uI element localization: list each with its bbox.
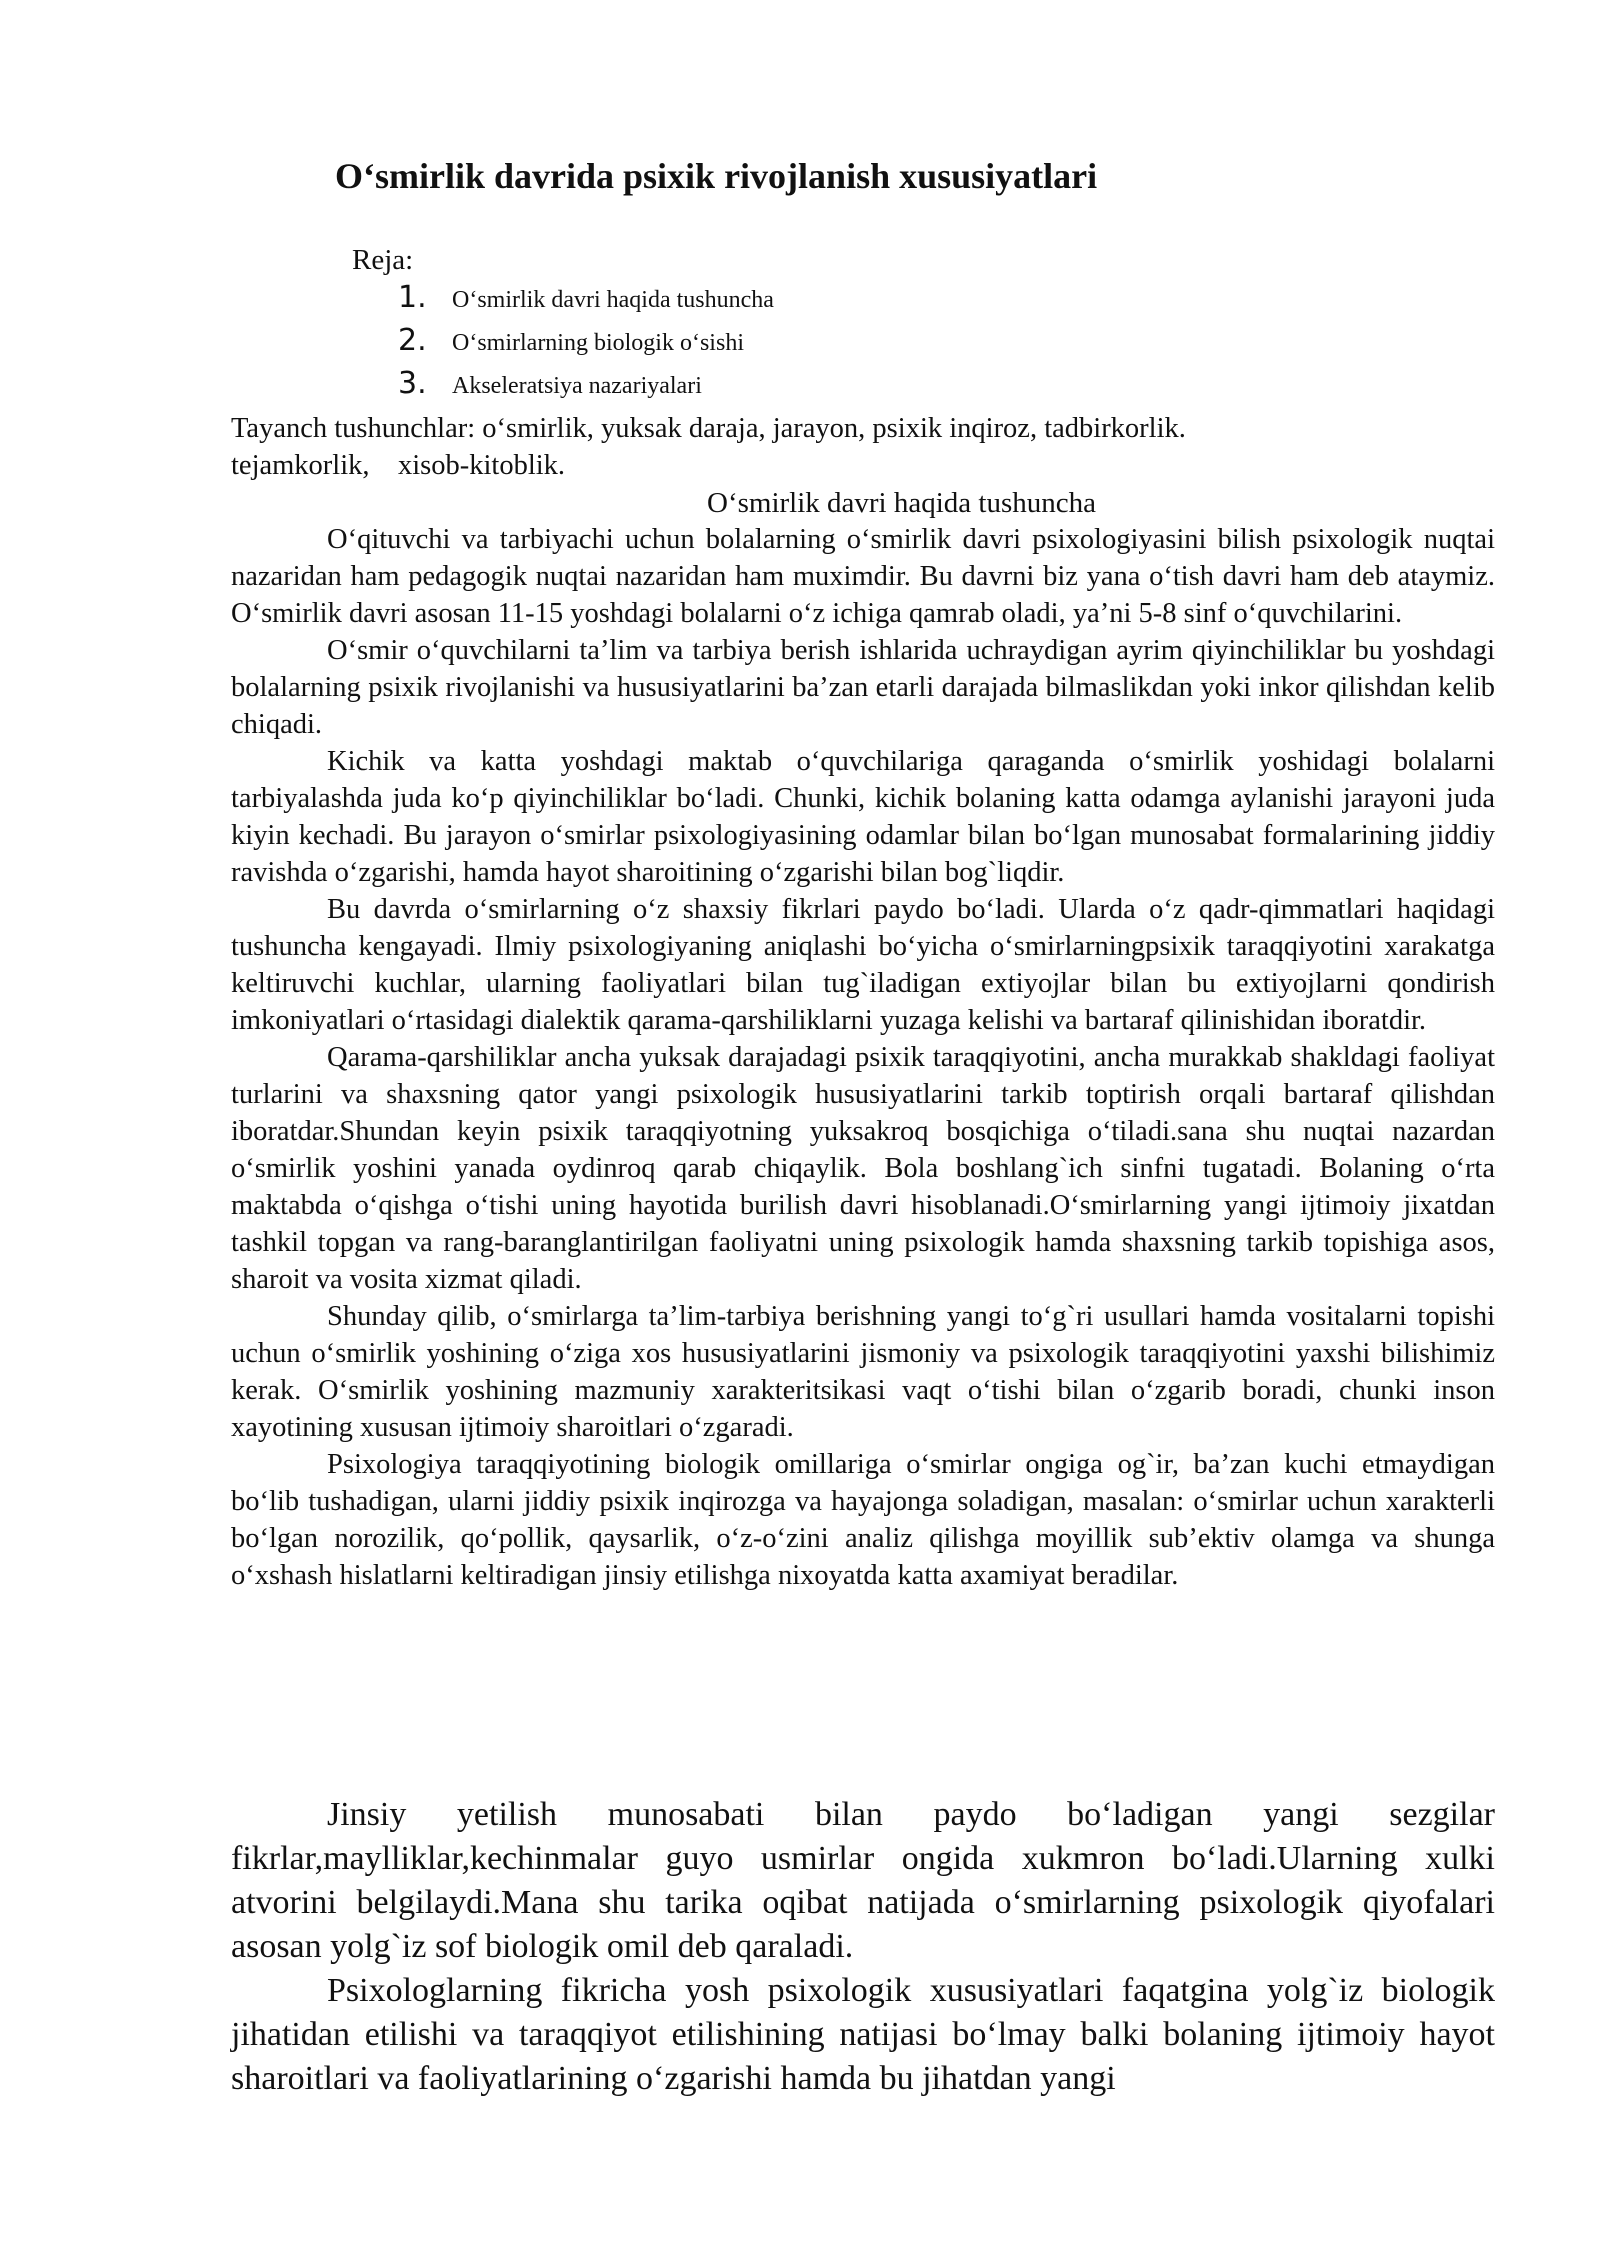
keywords-line: Tayanch tushunchlar: o‘smirlik, yuksak daraja, jarayon, psixik inqiroz, tadbirkorlik. bbox=[231, 413, 1186, 444]
plan-label: Reja: bbox=[352, 244, 414, 276]
document-title: O‘smirlik davrida psixik rivojlanish xususiyatlari bbox=[335, 156, 1098, 196]
plan-item-number: 3. bbox=[398, 366, 427, 401]
plan-item bbox=[398, 366, 774, 409]
body-paragraph: Qarama-qarshiliklar ancha yuksak darajadagi psixik taraqqiyotini, ancha murakkab shakldagi faoliyat turlarini va shaxsning qator yangi psixologik hususiyatlarini tarkib toptirish orqali bartaraf qilishdan iboratdar.Shundan keyin psixik taraqqiyotning yuksakroq bosqichiga o‘tiladi.sana shu nuqtai nazardan o‘smirlik yoshini yanada oydinroq qarab chiqaylik. Bola boshlang`ich sinfni tugatadi. Bolaning o‘rta maktabda o‘qishga o‘tishi uning hayotida burilish davri hisoblanadi.O‘smirlarning yangi ijtimoiy jixatdan tashkil topgan va rang-baranglantirilgan faoliyatni uning psixologik hamda shaxsning tarkib topishiga asos, sharoit va vosita xizmat qiladi. bbox=[231, 1042, 1495, 1295]
keywords-block bbox=[231, 410, 1495, 484]
keywords-line: tejamkorlik, xisob-kitoblik. bbox=[231, 450, 566, 481]
body-paragraph: Shunday qilib, o‘smirlarga ta’lim-tarbiya berishning yangi to‘g`ri usullari hamda vositalarni topishi uchun o‘smirlik yoshining o‘ziga xos hususiyatlarini jismoniy va psixologik taraqqiyotini yaxshi bilishimiz kerak. O‘smirlik yoshining mazmuniy xarakteritsikasi vaqt o‘tishi bilan o‘zgarib boradi, chunki inson xayotining xususan ijtimoiy sharoitlari o‘zgaradi. bbox=[231, 1301, 1495, 1443]
body-paragraph: Bu davrda o‘smirlarning o‘z shaxsiy fikrlari paydo bo‘ladi. Ularda o‘z qadr-qimmatlari haqidagi tushuncha kengayadi. Ilmiy psixologiyaning aniqlashi bo‘yicha o‘smirlarningpsixik taraqqiyotini xarakatga keltiruvchi kuchlar, ularning faoliyatlari bilan tug`iladigan extiyojlar bilan bu extiyojlarni qondirish imkoniyatlari o‘rtasidagi dialektik qarama-qarshiliklarni yuzaga kelishi va bartaraf qilinishidan iboratdir. bbox=[231, 894, 1495, 1036]
plan-item-text: Akseleratsiya nazariyalari bbox=[452, 373, 702, 399]
body-paragraph: Kichik va katta yoshdagi maktab o‘quvchilariga qaraganda o‘smirlik yoshidagi bolalarni tarbiyalashda juda ko‘p qiyinchiliklar bo‘ladi. Chunki, kichik bolaning katta odamga aylanishi jarayoni juda kiyin kechadi. Bu jarayon o‘smirlar psixologiyasining odamlar bilan bo‘lgan munosabat formalarining jiddiy ravishda o‘zgarishi, hamda hayot sharoitining o‘zgarishi bilan bog`liqdir. bbox=[231, 746, 1495, 888]
plan-item-text: O‘smirlik davri haqida tushuncha bbox=[452, 287, 774, 313]
plan-item-number: 2. bbox=[398, 323, 427, 358]
plan-item-number: 1. bbox=[398, 280, 427, 315]
body-text bbox=[231, 521, 1495, 1594]
section-heading: O‘smirlik davri haqida tushuncha bbox=[707, 487, 1096, 519]
body-paragraph-large: Psixologlarning fikricha yosh psixologik xususiyatlari faqatgina yolg`iz biologik jihatidan etilishi va taraqqiyot etilishining natijasi bo‘lmay balki bolaning ijtimoiy hayot sharoitlari va faoliyatlarining o‘zgarishi hamda bu jihatdan yangi bbox=[231, 1972, 1495, 2097]
plan-item bbox=[398, 280, 774, 323]
body-text-large bbox=[231, 1793, 1495, 2101]
plan-item bbox=[398, 323, 774, 366]
body-paragraph: O‘qituvchi va tarbiyachi uchun bolalarning o‘smirlik davri psixologiyasini bilish psixologik nuqtai nazaridan ham pedagogik nuqtai nazaridan ham muximdir. Bu davrni biz yana o‘tish davri ham deb ataymiz. O‘smirlik davri asosan 11-15 yoshdagi bolalarni o‘z ichiga qamrab oladi, ya’ni 5-8 sinf o‘quvchilarini. bbox=[231, 524, 1495, 629]
body-paragraph: O‘smir o‘quvchilarni ta’lim va tarbiya berish ishlarida uchraydigan ayrim qiyinchiliklar bu yoshdagi bolalarning psixik rivojlanishi va hususiyatlarini ba’zan etarli darajada bilmaslikdan yoki inkor qilishdan kelib chiqadi. bbox=[231, 635, 1495, 740]
plan-list bbox=[398, 280, 774, 409]
body-paragraph: Psixologiya taraqqiyotining biologik omillariga o‘smirlar ongiga og`ir, ba’zan kuchi etmaydigan bo‘lib tushadigan, ularni jiddiy psixik inqirozga va hayajonga soladigan, masalan: o‘smirlar uchun xarakterli bo‘lgan norozilik, qo‘pollik, qaysarlik, o‘z-o‘zini analiz qilishga moyillik sub’ektiv olamga va shunga o‘xshash hislatlarni keltiradigan jinsiy etilishga nixoyatda katta axamiyat beradilar. bbox=[231, 1449, 1495, 1591]
body-paragraph-large: Jinsiy yetilish munosabati bilan paydo bo‘ladigan yangi sezgilar fikrlar,maylliklar,kechinmalar guyo usmirlar ongida xukmron bo‘ladi.Ularning xulki atvorini belgilaydi.Mana shu tarika oqibat natijada o‘smirlarning psixologik qiyofalari asosan yolg`iz sof biologik omil deb qaraladi. bbox=[231, 1796, 1495, 1965]
plan-item-text: O‘smirlarning biologik o‘sishi bbox=[452, 330, 744, 356]
